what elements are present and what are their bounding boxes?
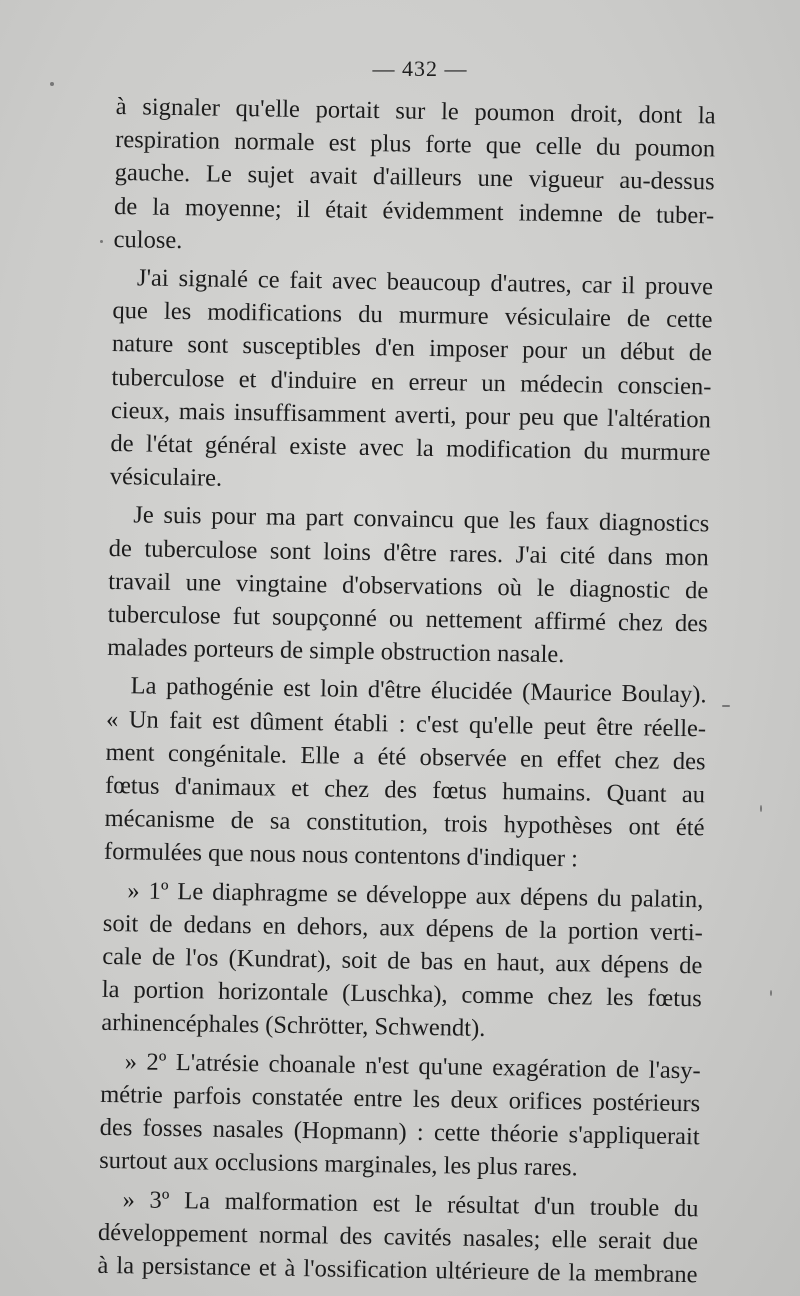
text-line: formulées que nous nous contentons d'indiquer :	[103, 838, 579, 873]
text-line: La pathogénie est loin d'être élucidée (Maurice Boulay).	[130, 672, 707, 709]
text-line: surtout aux occlusions marginales, les plus rares.	[98, 1147, 578, 1182]
text-line: mécanisme de sa constitution, trois hypothèses ont été	[104, 805, 705, 842]
text-line: la portion horizontale (Luschka), comme chez les fœtus	[101, 976, 703, 1013]
text-line: malades porteurs de simple obstruction nasale.	[107, 634, 565, 669]
text-line: soit de dedans en dehors, aux dépens de la portion verti-	[102, 909, 704, 947]
paragraph-0	[113, 90, 716, 265]
scan-speck	[760, 805, 762, 812]
text-line: cieux, mais insuffisamment averti, pour peu que l'altération	[110, 396, 712, 434]
text-line: « Un fait est dûment établi : c'est qu'elle peut être réelle-	[105, 705, 707, 743]
text-line: nature sont susceptibles d'en imposer pour un début de	[111, 330, 713, 367]
text-line: » 3º La malformation est le résultat d'un trouble du	[122, 1185, 699, 1222]
text-line: travail une vingtaine d'observations où le diagnostic de	[108, 567, 709, 605]
text-line: de tuberculose sont loins d'être rares. J'ai cité dans mon	[108, 534, 709, 572]
text-line: métrie parfois constatée entre les deux orifices postérieurs	[100, 1080, 701, 1118]
text-line: des fosses nasales (Hopmann) : cette théorie s'appliquerait	[99, 1113, 700, 1151]
paragraph-1	[110, 261, 714, 503]
text-line: culose.	[113, 225, 183, 254]
text-line: que les modifications du murmure vésiculaire de cette	[112, 297, 713, 334]
paragraph-5	[99, 1045, 701, 1187]
text-line: vésiculaire.	[109, 463, 223, 492]
paragraph-6	[97, 1182, 698, 1291]
text-line: fœtus d'animaux et chez des fœtus humains. Quant au	[104, 771, 706, 809]
text-line: arhinencéphales (Schrötter, Schwendt).	[101, 1009, 486, 1043]
scan-speck	[100, 240, 103, 243]
text-line: tuberculose et d'induire en erreur un médecin conscien-	[111, 363, 712, 401]
text-line: développement normal des cavités nasales; elle serait due	[97, 1218, 699, 1255]
text-line: de la moyenne; il était évidemment indemne de tuber-	[113, 192, 715, 230]
scan-speck	[770, 990, 772, 996]
paragraph-2	[107, 498, 710, 673]
text-line: Je suis pour ma part convaincu que les faux diagnostics	[133, 501, 710, 538]
text-line: gauche. Le sujet avait d'ailleurs une vigueur au-dessus	[114, 159, 715, 196]
text-line: à signaler qu'elle portait sur le poumon droit, dont la	[115, 92, 716, 130]
text-line: » 1º Le diaphragme se développe aux dépens du palatin,	[127, 876, 704, 913]
page-number: — 432 —	[372, 56, 468, 81]
paragraph-4	[101, 874, 704, 1049]
text-line: ment congénitale. Elle a été observée en effet chez des	[105, 738, 706, 776]
paragraph-3	[104, 669, 707, 878]
text-line: cale de l'os (Kundrat), soit de bas en haut, aux dépens de	[102, 942, 703, 980]
text-line: J'ai signalé ce fait avec beaucoup d'autres, car il prouve	[136, 264, 714, 301]
scan-speck	[50, 82, 54, 86]
text-line: respiration normale est plus forte que celle du poumon	[115, 126, 716, 163]
text-line: à la persistance et à l'ossification ultérieure de la membrane	[97, 1251, 698, 1289]
text-line: de l'état général existe avec la modification du murmure	[110, 429, 711, 467]
text-line: » 2º L'atrésie choanale n'est qu'une exagération de l'asy-	[124, 1047, 701, 1084]
scan-speck	[722, 705, 730, 707]
text-line: tuberculose fut soupçonné ou nettement affirmé chez des	[107, 600, 708, 638]
body-text	[97, 90, 716, 1296]
